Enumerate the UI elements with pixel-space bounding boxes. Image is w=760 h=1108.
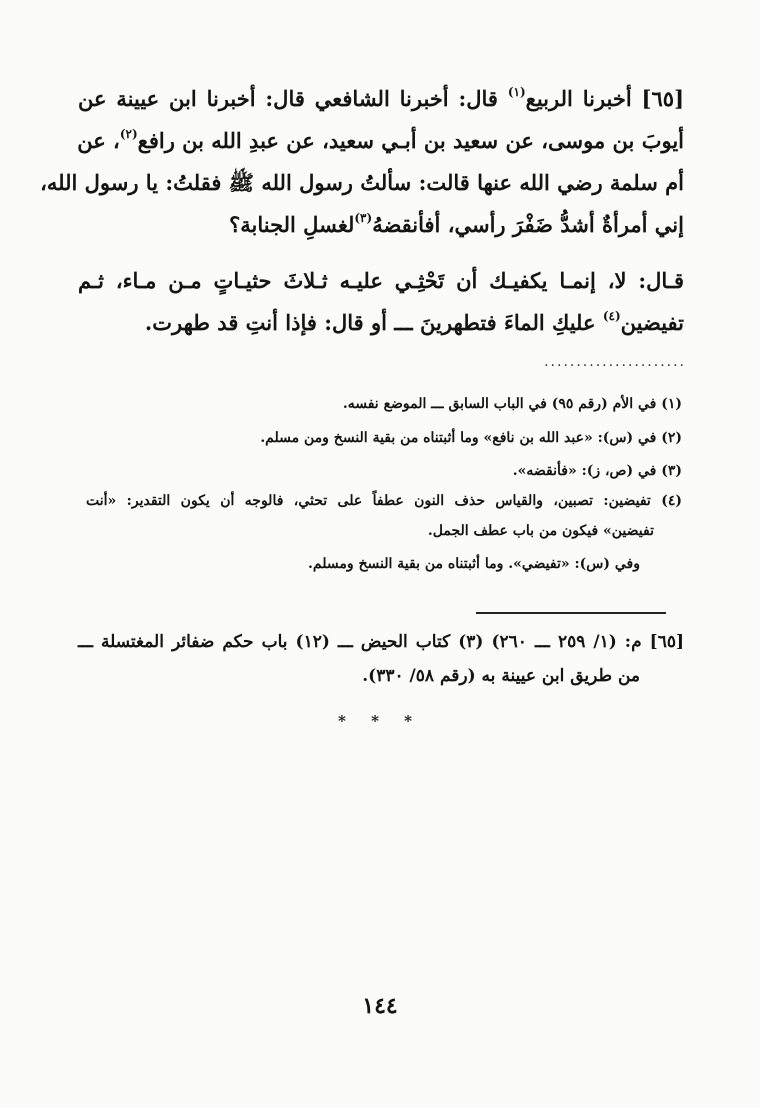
text-line: تفيضين$^{(٤)}$ عليكِ الماءَ فتطهرينَ ـــ أو قال: فإذا أنتِ قد طهرت. xyxy=(144,309,684,335)
hadith-paragraph xyxy=(40,78,684,246)
footnote-separator: ...................... xyxy=(544,354,686,370)
text-line: أيوبَ بن موسى، عن سعيد بن أبـي سعيد، عن عبدِ الله بن رافع$^{(٢)}$، عن xyxy=(77,127,684,153)
footnote-4: (٤) تفيضين: تصبين، والقياس حذف النون عطفاً على تحثي، فالوجه أن يكون التقدير: «أنت تفيضين» فيكون من باب عطف الجمل. xyxy=(86,493,682,539)
page-number: ١٤٤ xyxy=(362,993,398,1019)
text-line: أم سلمة رضي الله عنها قالت: سألتُ رسول الله ﷺ فقلتُ: يا رسول الله، xyxy=(40,170,684,195)
footnote-mark: (٣) xyxy=(354,211,373,225)
footnote-mark: (١) xyxy=(507,85,526,99)
text-line: [٦٥] أخبرنا الربيع$^{(١)}$ قال: أخبرنا الشافعي قال: أخبرنا ابن عيينة عن xyxy=(78,85,684,111)
footnote-3: (٣) في (ص، ز): «فأنقضه». xyxy=(512,463,682,479)
footnote-mark: (٢) xyxy=(119,127,138,141)
footnote-1: (١) في الأم (رقم ٩٥) في الباب السابق ـــ الموضع نفسه. xyxy=(342,396,682,412)
reference-rule xyxy=(476,612,666,614)
footnote-4-continuation: وفي (س): «تفيضي». وما أثبتناه من بقية النسخ ومسلم. xyxy=(308,556,640,572)
section-stars: * * * xyxy=(338,712,422,730)
text-line: إني أمرأةٌ أشدُّ ضَفْرَ رأسي، أفأنقضهُ$^{(٣)}$لغسلِ الجنابة؟ xyxy=(229,211,684,237)
reference-note: [٦٥] م: (١/ ٢٥٩ ـــ ٢٦٠) (٣) كتاب الحيض ـــ (١٢) باب حكم ضفائر المغتسلة ـــ من طريق ابن عيينة به (رقم ٥٨/ ٣٣٠). xyxy=(78,632,684,686)
footnote-mark: (٤) xyxy=(602,309,621,323)
footnote-2: (٢) في (س): «عبد الله بن نافع» وما أثبتناه من بقية النسخ ومن مسلم. xyxy=(260,430,682,446)
answer-paragraph xyxy=(78,260,684,344)
text-line: قـال: لا، إنمـا يكفيـك أن تَحْثِـي عليـه ثـلاثَ حثيـاتٍ مـن مـاء، ثـم xyxy=(78,268,684,293)
